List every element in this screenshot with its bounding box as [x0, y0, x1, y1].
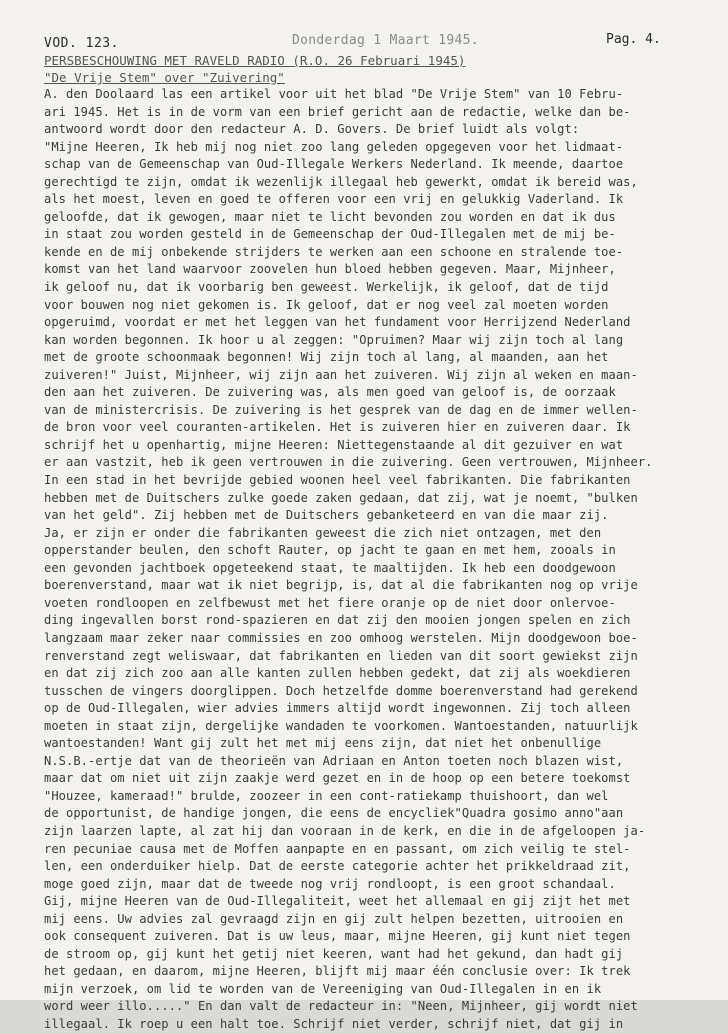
body-text-line: op de Oud-Illegalen, wier advies immers altijd wordt ingewonnen. Zij toch alleen [44, 701, 631, 716]
body-text-line: illegaal. Ik roep u een halt toe. Schrijf niet verder, schrijf niet, dat gij in [44, 1016, 624, 1031]
body-text-line: In een stad in het bevrijde gebied woonen heel veel fabrikanten. Die fabrikanten [44, 473, 631, 488]
body-text-line: "Houzee, kameraad!" brulde, zoozeer in een cont-ratiekamp thuishoort, dan wel [44, 788, 609, 803]
body-text-line: mij eens. Uw advies zal gevraagd zijn en gij zult helpen bezetten, uitrooien en [44, 911, 624, 926]
body-text-line: maar dat om niet uit zijn zaakje werd gezet en in de hoop op een betere toekomst [44, 771, 631, 786]
document-date: Donderdag 1 Maart 1945. [292, 33, 479, 48]
body-text-line: opgeruimd, voordat er met het leggen van het fundament voor Herrijzend Nederland [44, 315, 631, 330]
body-text-line: ook consequent zuiveren. Dat is uw leus, maar, mijne Heeren, gij kunt niet tegen [44, 929, 631, 944]
body-text-line: Ja, er zijn er onder die fabrikanten geweest die zich niet ontzagen, met den [44, 525, 602, 540]
body-text-line: kan worden begonnen. Ik hoor u al zeggen: "Opruimen? Maar wij zijn toch al lang [44, 332, 624, 347]
page-header [0, 0, 728, 60]
body-text-line: in staat zou worden gesteld in de Gemeenschap der Oud-Illegalen met de mij be- [44, 227, 616, 242]
body-text-line: mijn verzoek, om lid te worden van de Vereeniging van Oud-Illegalen in en ik [44, 981, 602, 996]
body-text-line: schap van de Gemeenschap van Oud-Illegale Werkers Nederland. Ik meende, daartoe [44, 157, 624, 172]
body-text-line: van het geld". Zij hebben met de Duitschers gebanketeerd en van die maar zij. [44, 508, 609, 523]
document-title: PERSBESCHOUWING MET RAVELD RADIO (R.O. 26 Februari 1945) [44, 53, 466, 68]
body-text-line: schrijf het u openhartig, mijne Heeren: Niettegenstaande al dit gezuiver en wat [44, 437, 624, 452]
body-text-line: het gedaan, en daarom, mijne Heeren, blijft mij maar één conclusie over: Ik trek [44, 964, 631, 979]
body-text-line: hebben met de Duitschers zulke goede zaken gedaan, dat zij, wat je noemt, "bulken [44, 490, 638, 505]
body-text-line: en dat zij zich zoo aan alle kanten zullen hebben gedekt, dat zij als woekdieren [44, 666, 631, 681]
document-titles [44, 52, 694, 86]
body-text-line: komst van het land waarvoor zoovelen hun bloed hebben gegeven. Maar, Mijnheer, [44, 262, 616, 277]
document-subtitle: "De Vrije Stem" over "Zuivering" [44, 70, 285, 85]
body-text-line: kende en de mij onbekende strijders te werken aan een schoone en stralende toe- [44, 244, 624, 259]
body-text-line: moge goed zijn, maar dat de tweede nog vrij rondloopt, is een groot schandaal. [44, 876, 616, 891]
body-text-line: word weer illo....." En dan valt de redacteur in: "Neen, Mijnheer, gij wordt niet [44, 999, 638, 1014]
body-text-line: zijn laarzen lapte, al zat hij dan vooraan in de kerk, en die in de afgeloopen ja- [44, 823, 646, 838]
body-text-line: "Mijne Heeren, Ik heb mij nog niet zoo lang geleden opgegeven voor het lidmaat- [44, 139, 624, 154]
body-text-line: als het moest, leven en goed te offeren voor een vrij en gelukkig Vaderland. Ik [44, 192, 624, 207]
body-text-line: len, een onderduiker hielp. Dat de eerste categorie achter het prikkeldraad zit, [44, 859, 631, 874]
body-text-line: renverstand zegt weliswaar, dat fabrikanten en lieden van dit soort gewiekst zijn [44, 648, 638, 663]
body-text-line: voor bouwen nog niet gekomen is. Ik geloof, dat er nog veel zal moeten worden [44, 297, 609, 312]
body-text-line: van de ministercrisis. De zuivering is het gesprek van de dag en de immer wellen- [44, 402, 638, 417]
body-text-line: een gevonden jachtboek opgeteekend staat, te maaltijden. Ik heb een doodgewoon [44, 560, 616, 575]
body-text-line: zuiveren!" Juist, Mijnheer, wij zijn aan het zuiveren. Wij zijn al weken en maan- [44, 367, 638, 382]
body-text-line: met de groote schoonmaak begonnen! Wij zijn toch al lang, al maanden, aan het [44, 350, 609, 365]
page-number: Pag. 4. [606, 32, 661, 47]
body-text-line: tusschen de vingers doorglippen. Doch hetzelfde domme boerenverstand had gerekend [44, 683, 638, 698]
body-text-line: de stroom op, gij kunt het getij niet keeren, want had het gekund, dan hadt gij [44, 946, 624, 961]
body-text-line: A. den Doolaard las een artikel voor uit het blad "De Vrije Stem" van 10 Febru- [44, 87, 624, 101]
body-text-line: ik geloof nu, dat ik voorbarig ben geweest. Werkelijk, ik geloof, dat de tijd [44, 280, 609, 295]
document-number: VOD. 123. [44, 36, 119, 51]
body-text-line: opperstander beulen, den schoft Rauter, op jacht te gaan en met hem, zooals in [44, 543, 616, 558]
body-text-line: ren pecuniae causa met de Moffen aanpapte en en passant, om zich veilig te stel- [44, 841, 631, 856]
body-text-line: ari 1945. Het is in de vorm van een brief gericht aan de redactie, welke dan be- [44, 104, 631, 119]
body-text-line: geloofde, dat ik gewogen, maar niet te licht bevonden zou worden en dat ik dus [44, 209, 616, 224]
body-text-line: moeten in staat zijn, dergelijke wandaden te voorkomen. Wantoestanden, natuurlijk [44, 718, 638, 733]
body-text-line: langzaam maar zeker naar commissies en zoo omhoog werstelen. Mijn doodgewoon boe- [44, 630, 638, 645]
body-text-line: wantoestanden! Want gij zult het met mij eens zijn, dat niet het onbenullige [44, 736, 602, 751]
document-body [44, 86, 714, 1034]
body-text-line: gerechtigd te zijn, omdat ik wezenlijk illegaal heb gewerkt, omdat ik bereid was, [44, 174, 638, 189]
body-text-line: N.S.B.-ertje dat van de theorieën van Adriaan en Anton toeten noch blazen wist, [44, 753, 624, 768]
body-text-line: boerenverstand, maar wat ik niet begrijp, is, dat al die fabrikanten nog op vrije [44, 578, 638, 593]
body-text-line: Gij, mijne Heeren van de Oud-Illegaliteit, weet het allemaal en gij zijt het met [44, 894, 631, 909]
body-text-line: den aan het zuiveren. De zuivering was, als men goed van geloof is, de oorzaak [44, 385, 616, 400]
body-text-line: voeten rondloopen en zelfbewust met het fiere oranje op de niet door onlervoe- [44, 595, 616, 610]
body-text-line: antwoord wordt door den redacteur A. D. Govers. De brief luidt als volgt: [44, 122, 580, 137]
body-text-line: er aan vastzit, heb ik geen vertrouwen in die zuivering. Geen vertrouwen, Mijnheer. [44, 455, 653, 470]
body-text-line: de bron voor veel couranten-artikelen. Het is zuiveren hier en zuiveren daar. Ik [44, 420, 631, 435]
body-text-line: de opportunist, de handige jongen, die eens de encycliek"Quadra gosimo anno"aan [44, 806, 624, 821]
body-text-line: ding ingevallen borst rond-spazieren en dat zij den mooien jongen spelen en zich [44, 613, 631, 628]
